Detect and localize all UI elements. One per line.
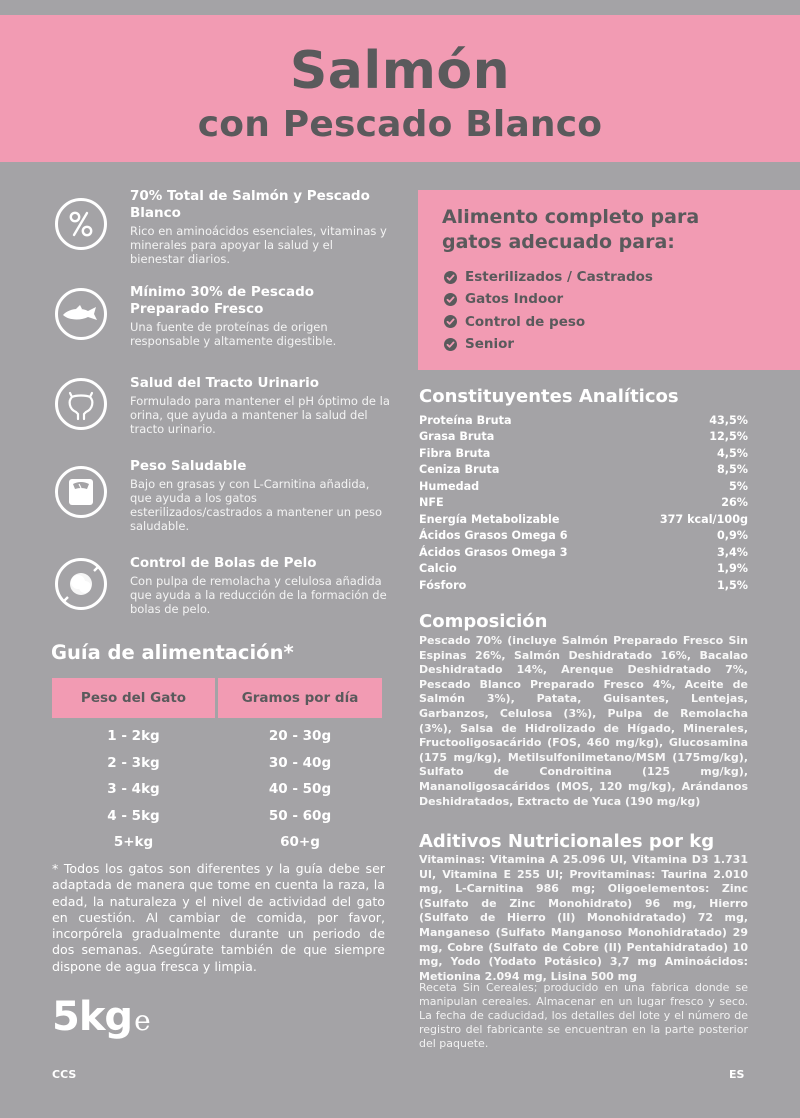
constituent-value: 5%	[729, 479, 748, 493]
check-circle-icon	[444, 271, 457, 284]
constituent-label: Ácidos Grasos Omega 6	[419, 529, 568, 543]
constituent-label: Ceniza Bruta	[419, 463, 500, 477]
check-circle-icon	[444, 315, 457, 328]
language-code: ES	[729, 1068, 745, 1081]
composition-title: Composición	[419, 611, 548, 632]
footer-code: CCS	[52, 1068, 77, 1081]
table-row	[419, 478, 748, 495]
net-weight-value: 5kg	[52, 994, 133, 1040]
suitable-for-title: Alimento completo para gatos adecuado para:	[442, 206, 700, 253]
grams-cell: 40 - 50g	[268, 781, 332, 798]
feature-description: Bajo en grasas y con L-Carnitina añadida, que ayuda a los gatos esterilizados/castrados a mantener un peso saludable.	[130, 477, 383, 533]
list-item	[444, 311, 653, 333]
constituent-value: 26%	[721, 496, 748, 510]
feeding-table-header	[52, 678, 382, 718]
table-row	[52, 829, 382, 856]
fish-icon	[55, 288, 107, 340]
feeding-table	[52, 678, 382, 856]
header-grams-per-day: Gramos por día	[218, 678, 382, 718]
constituent-label: Proteína Bruta	[419, 413, 512, 427]
table-row	[52, 750, 382, 777]
constituent-value: 3,4%	[716, 545, 748, 559]
scale-icon	[55, 466, 107, 518]
constituent-value: 0,9%	[716, 529, 748, 543]
suitable-item-label: Senior	[465, 336, 515, 353]
cat-weight-cell: 4 - 5kg	[107, 807, 160, 824]
suitable-item-label: Esterilizados / Castrados	[465, 269, 653, 286]
constituent-label: Fibra Bruta	[419, 446, 491, 460]
table-row	[419, 577, 748, 594]
table-row	[419, 528, 748, 545]
percent-icon	[55, 198, 107, 250]
constituent-value: 12,5%	[709, 430, 748, 444]
table-row	[419, 544, 748, 561]
feeding-guide-title: Guía de alimentación*	[51, 641, 294, 664]
table-row	[52, 723, 382, 750]
composition-text: Pescado 70% (incluye Salmón Preparado Fresco Sin Espinas 26%, Salmón Deshidratado 16%, Bacalao Deshidratado 14%, Arenque Deshidratado 7%, Pescado Blanco Preparado Fresco 4%, Aceite de Salmón 3%), Patata, Guisantes, Lentejas, Garbanzos, Celulosa (3%), Pulpa de Remolacha (3%), Salsa de Hidrolizado de Hígado, Minerales, Fructooligosacárido (FOS, 460 mg/kg), Glucosamina (175 mg/kg), Metilsulfonilmetano/MSM (175mg/kg), Sulfato de Condroitina (125 mg/kg), Mananoligosacáridos (MOS, 120 mg/kg), Arándanos Deshidratados, Extracto de Yuca (190 mg/kg)	[419, 634, 748, 808]
feature-description: Rico en aminoácidos esenciales, vitaminas y minerales para apoyar la salud y el bienestar diarios.	[130, 224, 387, 266]
table-row	[419, 495, 748, 512]
feature-title: 70% Total de Salmón y Pescado Blanco	[130, 188, 370, 221]
hairball-icon	[55, 558, 107, 610]
constituent-label: Ácidos Grasos Omega 3	[419, 545, 568, 559]
title-banner	[0, 15, 800, 162]
constituent-label: Fósforo	[419, 578, 467, 592]
table-row	[419, 429, 748, 446]
grams-cell: 50 - 60g	[268, 807, 332, 824]
feeding-guide-note: * Todos los gatos son diferentes y la guía debe ser adaptada de manera que tome en cuenta la raza, la edad, la naturaleza y el nivel de actividad del gato en cuestión. Al cambiar de comida, por favor, incorpórela gradualmente durante un periodo de dos semanas. Asegúrate también de que siempre dispone de agua fresca y limpia.	[52, 861, 385, 974]
suitable-item-label: Control de peso	[465, 313, 586, 330]
storage-disclaimer: Receta Sin Cereales; producido en una fabrica donde se manipulan cereales. Almacenar en un lugar fresco y seco. La fecha de caducidad, los detalles del lote y el número de registro del fabricante se encuentran en la parte posterior del paquete.	[419, 981, 748, 1050]
estimated-sign-icon: e	[134, 1004, 150, 1037]
table-row	[419, 561, 748, 578]
table-row	[419, 412, 748, 429]
feature-title: Mínimo 30% de Pescado Preparado Fresco	[130, 284, 315, 317]
list-item	[444, 333, 653, 355]
constituent-label: Calcio	[419, 562, 457, 576]
constituent-value: 8,5%	[716, 463, 748, 477]
feature-title: Peso Saludable	[130, 458, 247, 474]
cat-weight-cell: 3 - 4kg	[107, 781, 160, 798]
grams-cell: 20 - 30g	[268, 728, 332, 745]
constituent-value: 377 kcal/100g	[659, 512, 748, 526]
constituent-value: 1,5%	[716, 578, 748, 592]
constituent-label: Energía Metabolizable	[419, 512, 560, 526]
cat-weight-cell: 2 - 3kg	[107, 754, 160, 771]
additives-title: Aditivos Nutricionales por kg	[419, 831, 715, 852]
check-circle-icon	[444, 338, 457, 351]
table-row	[419, 511, 748, 528]
constituent-label: NFE	[419, 496, 444, 510]
header-cat-weight: Peso del Gato	[52, 678, 215, 718]
additives-text: Vitaminas: Vitamina A 25.096 UI, Vitamina D3 1.731 UI, Vitamina E 255 UI; Provitaminas: Taurina 2.010 mg, L-Carnitina 986 mg; Oligoelementos: Zinc (Sulfato de Zinc Monohidrato) 96 mg, Hierro (Sulfato de Hierro (II) Monohidratado) 72 mg, Manganeso (Sulfato Manganoso Monohidratado) 29 mg, Cobre (Sulfato de Cobre (II) Pentahidratado) 10 mg, Yodo (Yodato Potásico) 3,7 mg Aminoácidos: Metionina 2.094 mg, Lisina 500 mg	[419, 853, 748, 983]
constituent-value: 1,9%	[716, 562, 748, 576]
feature-description: Una fuente de proteínas de origen responsable y altamente digestible.	[130, 320, 337, 348]
grams-cell: 60+g	[280, 834, 320, 851]
suitable-for-box	[418, 190, 800, 370]
constituent-label: Grasa Bruta	[419, 430, 495, 444]
net-weight	[52, 994, 150, 1040]
suitable-item-label: Gatos Indoor	[465, 291, 564, 308]
constituent-value: 43,5%	[709, 413, 748, 427]
analytical-constituents-title: Constituyentes Analíticos	[419, 386, 679, 407]
table-row	[52, 803, 382, 830]
feature-title: Salud del Tracto Urinario	[130, 375, 320, 391]
table-row	[52, 776, 382, 803]
check-circle-icon	[444, 293, 457, 306]
list-item	[444, 266, 653, 288]
suitable-for-list	[444, 266, 653, 355]
cat-weight-cell: 1 - 2kg	[107, 728, 160, 745]
feature-description: Con pulpa de remolacha y celulosa añadida que ayuda a la reducción de la formación de bolas de pelo.	[130, 574, 387, 616]
list-item	[444, 288, 653, 310]
constituent-value: 4,5%	[716, 446, 748, 460]
grams-cell: 30 - 40g	[268, 754, 332, 771]
table-row	[419, 462, 748, 479]
cat-weight-cell: 5+kg	[113, 834, 154, 851]
analytical-constituents-table	[419, 412, 748, 594]
product-subtitle: con Pescado Blanco	[197, 104, 603, 145]
product-title: Salmón	[289, 41, 511, 101]
table-row	[419, 445, 748, 462]
feature-description: Formulado para mantener el pH óptimo de la orina, que ayuda a mantener la salud del tracto urinario.	[130, 394, 390, 436]
constituent-label: Humedad	[419, 479, 480, 493]
bladder-icon	[55, 378, 107, 430]
feature-title: Control de Bolas de Pelo	[130, 555, 317, 571]
